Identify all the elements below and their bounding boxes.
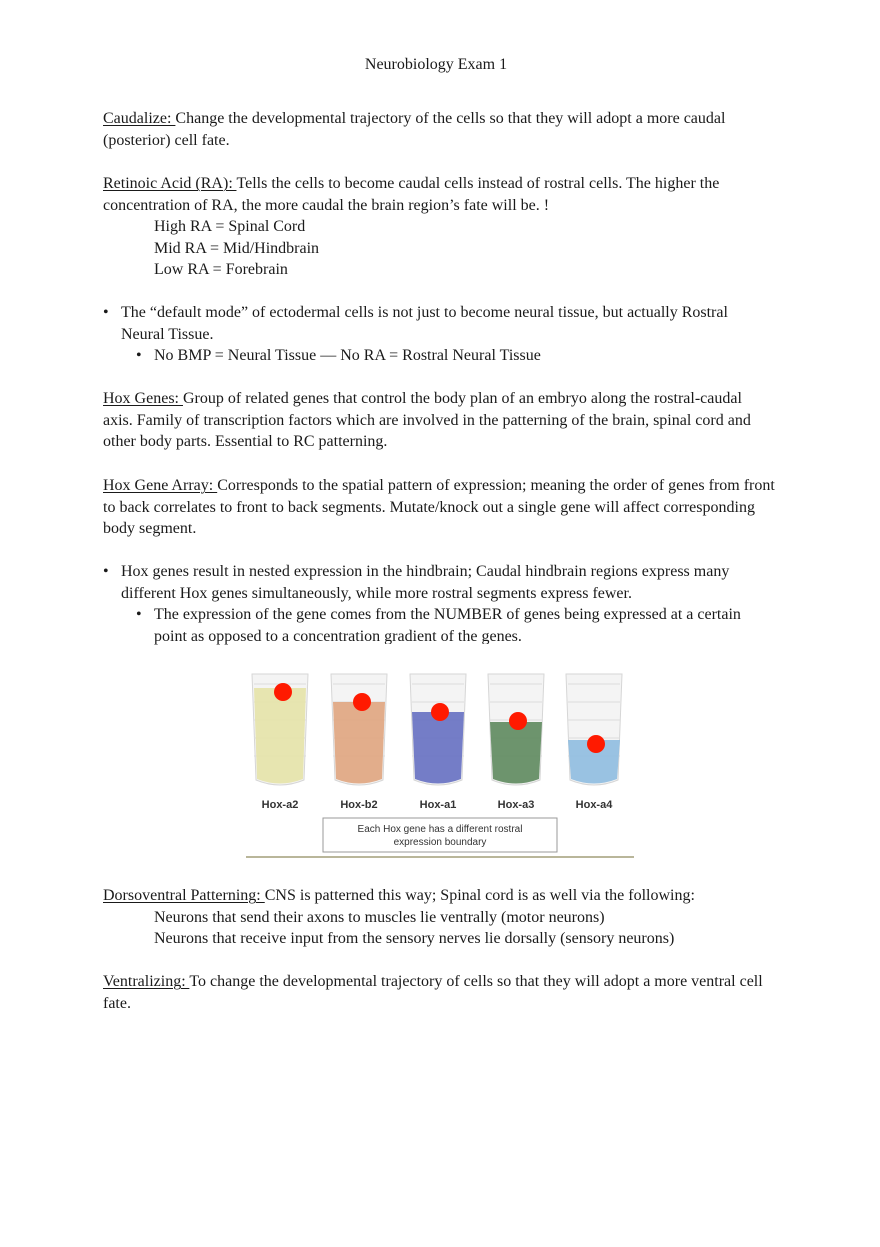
dorsoventral-line-motor: Neurons that send their axons to muscles lie ventrally (motor neurons)	[154, 908, 605, 926]
ra-term: Retinoic Acid (RA):	[103, 175, 237, 192]
nested-expression-sub-bullet: • The expression of the gene comes from the NUMBER of genes being expressed at a certain point as opposed to a concentration gradient of the genes.	[103, 604, 775, 647]
expression-fill-hox-b2	[333, 702, 385, 784]
caption-line-2: expression boundary	[393, 837, 487, 848]
dorsoventral-definition	[103, 885, 775, 950]
page-title: Neurobiology Exam 1	[364, 56, 508, 73]
dorsoventral-text: CNS is patterned this way; Spinal cord is as well via the following:	[264, 887, 695, 904]
hox-genes-definition	[103, 388, 775, 453]
default-mode-bullets	[103, 302, 775, 367]
hox-array-definition	[103, 475, 775, 540]
nested-expression-bullets	[103, 561, 775, 647]
gene-label: Hox-a1	[419, 799, 457, 811]
retinoic-acid-definition	[103, 173, 775, 281]
hox-expression-figure	[244, 644, 636, 860]
ra-level-low: Low RA = Forebrain	[154, 261, 288, 278]
boundary-marker-hox-a1	[431, 703, 449, 721]
hox-array-term: Hox Gene Array:	[103, 477, 218, 494]
default-mode-sub-bullet: • No BMP = Neural Tissue — No RA = Rostral Neural Tissue	[103, 345, 775, 367]
ra-level-mid: Mid RA = Mid/Hindbrain	[154, 239, 320, 257]
caudalize-definition	[103, 108, 775, 151]
default-mode-bullet: • The “default mode” of ectodermal cells is not just to become neural tissue, but actually Rostral Neural Tissue.	[103, 302, 775, 345]
expression-fill-hox-a1	[412, 712, 464, 784]
hox-genes-text: Group of related genes that control the body plan of an embryo along the rostral-caudal axis. Family of transcription factors which are involved in the patterning of the brain, spinal cord and other body parts. Essential to RC patterning.	[103, 390, 751, 450]
ventralizing-definition	[103, 971, 775, 1014]
expression-fill-hox-a3	[490, 722, 542, 784]
boundary-marker-hox-a4	[587, 735, 605, 753]
ra-level-high: High RA = Spinal Cord	[154, 218, 306, 235]
ventralizing-text: To change the developmental trajectory of cells so that they will adopt a more ventral cell fate.	[103, 973, 763, 1012]
expression-fill-hox-a2	[254, 688, 306, 784]
caudalize-text: Change the developmental trajectory of the cells so that they will adopt a more caudal (posterior) cell fate.	[103, 110, 726, 149]
caption-line-1: Each Hox gene has a different rostral	[357, 824, 523, 835]
ra-text: Tells the cells to become caudal cells instead of rostral cells. The higher the concentration of RA, the more caudal the brain region’s fate will be. !	[103, 175, 720, 214]
gene-label: Hox-a4	[575, 799, 613, 811]
hox-array-text: Corresponds to the spatial pattern of expression; meaning the order of genes from front to back correlates to front to back segments. Mutate/knock out a single gene will affect corresponding body segment.	[103, 477, 775, 537]
hox-expression-diagram	[244, 644, 636, 860]
hox-genes-term: Hox Genes:	[103, 390, 183, 407]
gene-label: Hox-a3	[497, 799, 535, 811]
dorsoventral-term: Dorsoventral Patterning:	[103, 887, 265, 904]
nested-expression-bullet: • Hox genes result in nested expression in the hindbrain; Caudal hindbrain regions express many different Hox genes simultaneously, while more rostral segments express fewer.	[103, 561, 775, 604]
boundary-marker-hox-a2	[274, 683, 292, 701]
ventralizing-term: Ventralizing:	[103, 973, 190, 990]
caudalize-term: Caudalize:	[103, 110, 176, 127]
gene-label: Hox-b2	[340, 799, 378, 811]
boundary-marker-hox-b2	[353, 693, 371, 711]
dorsoventral-line-sensory: Neurons that receive input from the sensory nerves lie dorsally (sensory neurons)	[154, 930, 675, 947]
gene-label: Hox-a2	[261, 799, 299, 811]
boundary-marker-hox-a3	[509, 712, 527, 730]
